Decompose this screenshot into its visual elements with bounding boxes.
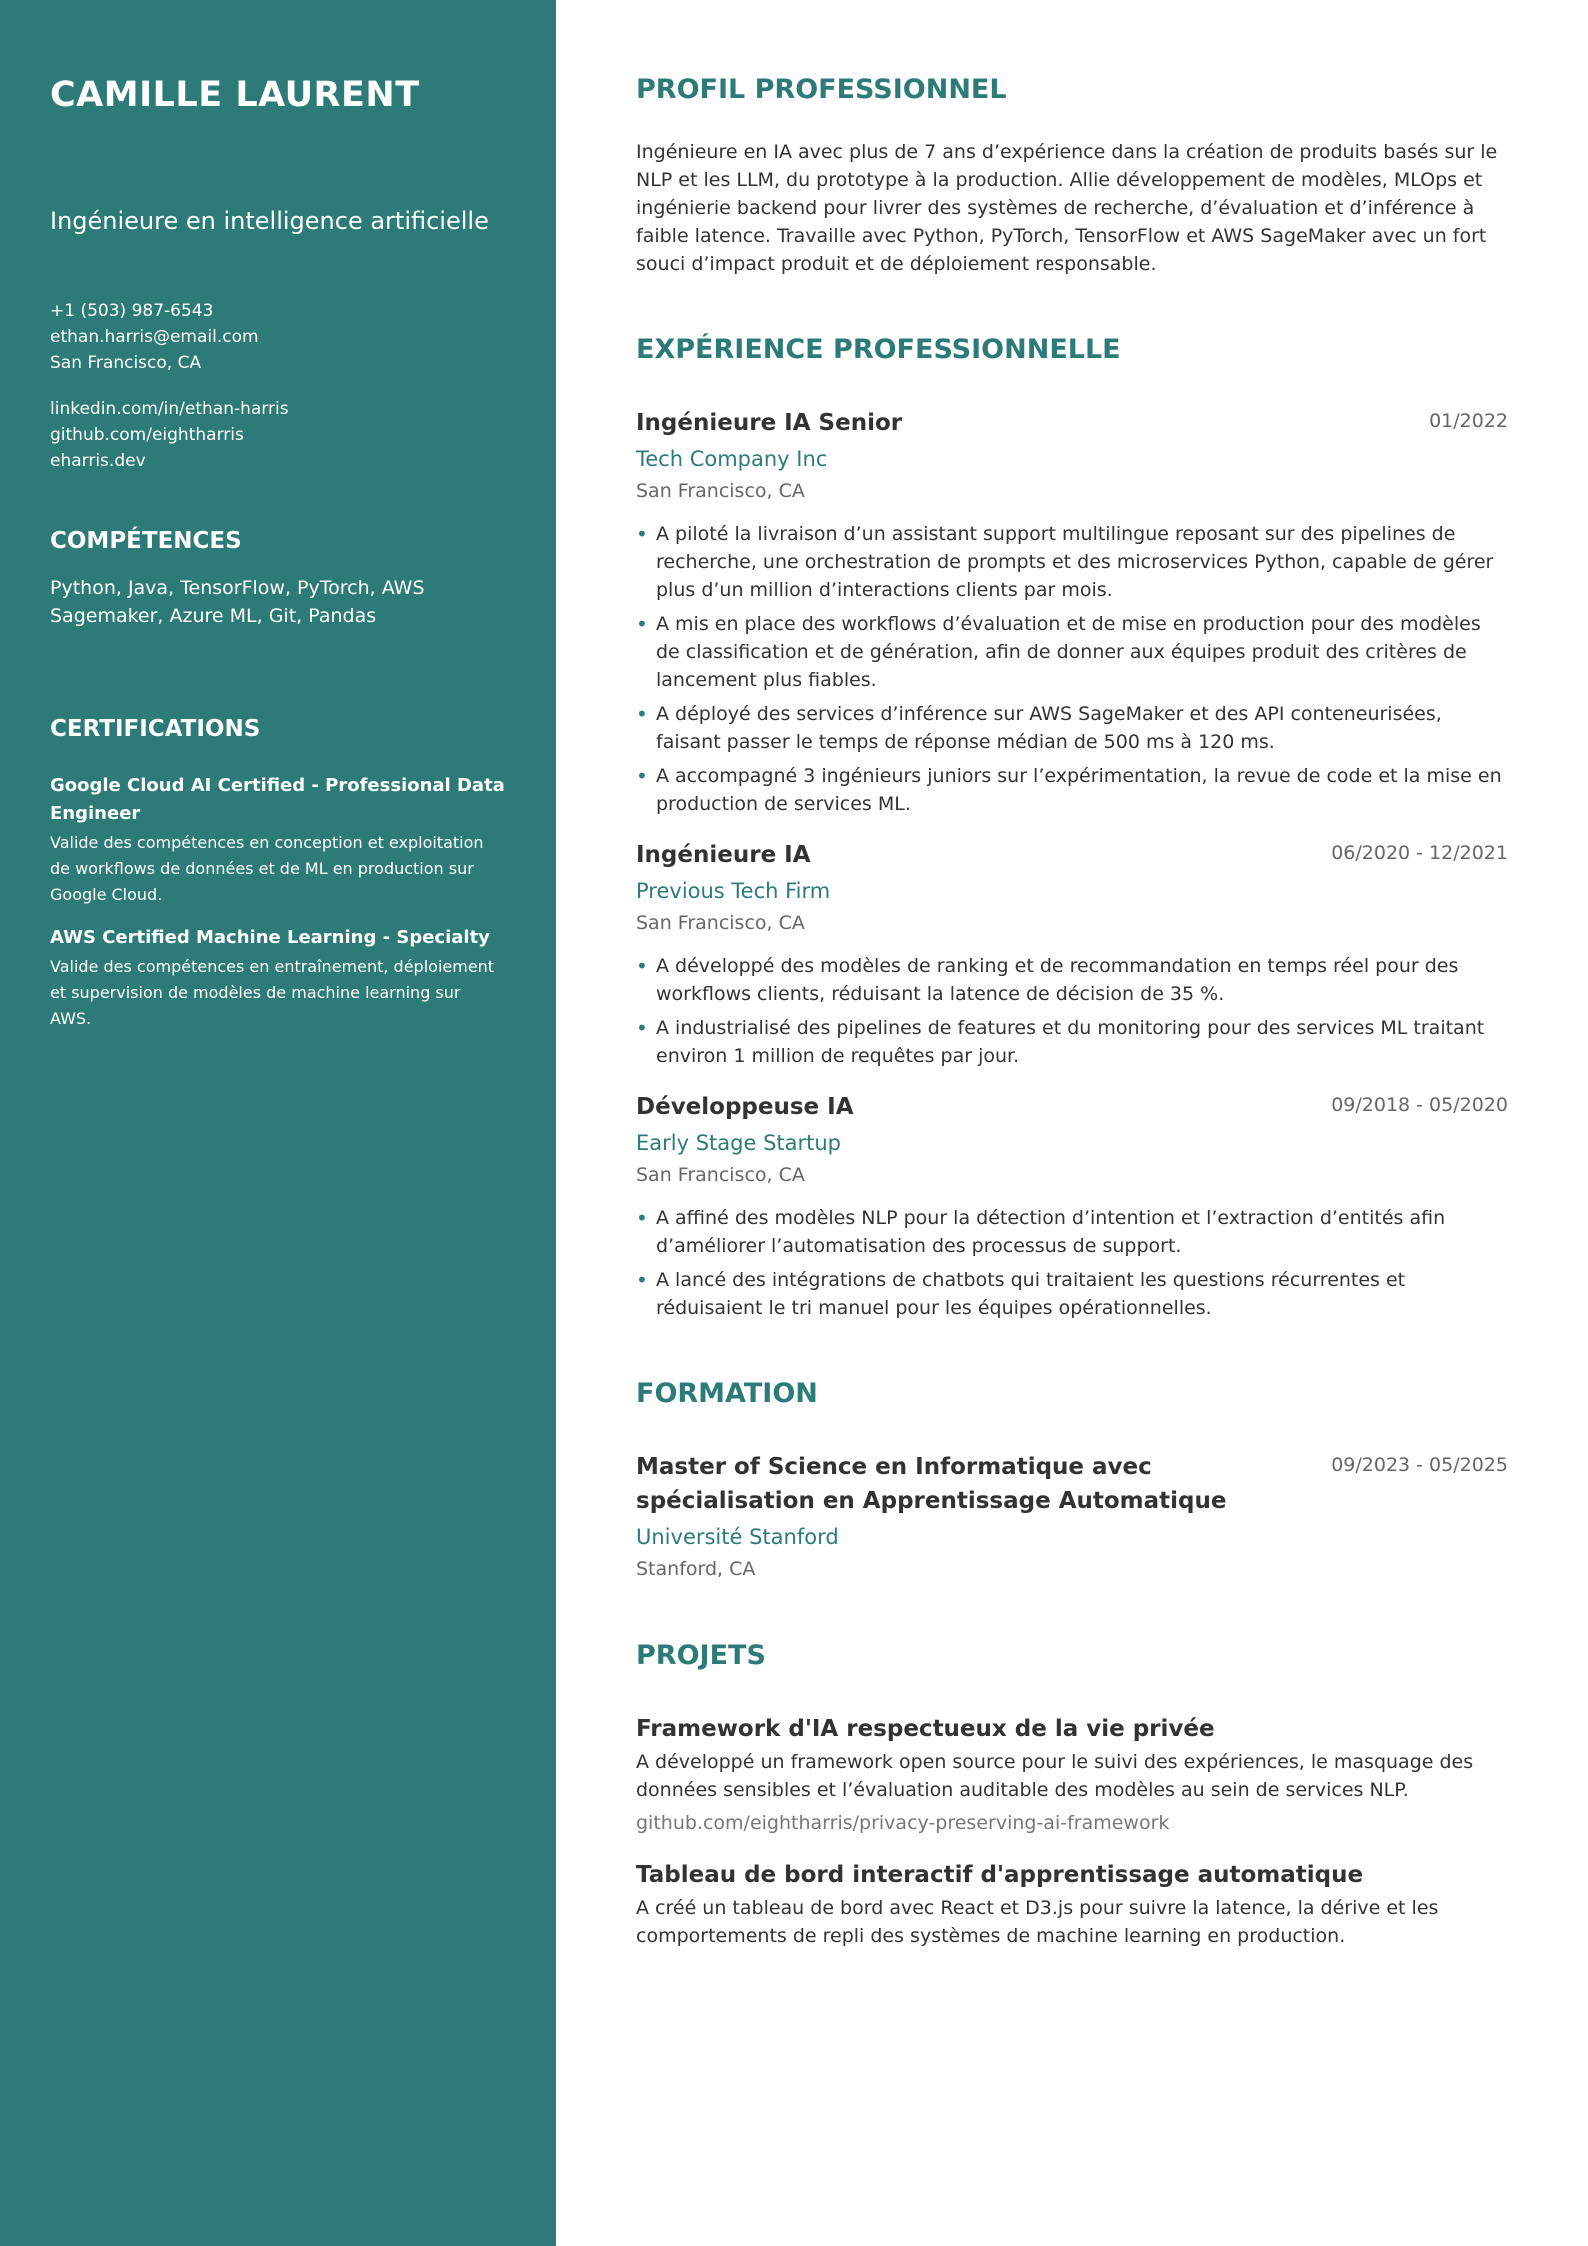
project-entry [636, 1712, 1508, 1838]
company-name: Tech Company Inc [636, 447, 828, 471]
main-content [636, 70, 1508, 1950]
experience-entry [636, 838, 1508, 1070]
certification-item [50, 772, 506, 908]
website-link[interactable]: eharris.dev [50, 451, 146, 471]
linkedin-link[interactable]: linkedin.com/in/ethan-harris [50, 399, 289, 419]
job-dates: 09/2018 - 05/2020 [1331, 1094, 1508, 1116]
achievement-item: • A accompagné 3 ingénieurs juniors sur l’expérimentation, la revue de code et la mise en production de services ML. [636, 764, 1502, 815]
achievement-item: • A piloté la livraison d’un assistant support multilingue reposant sur des pipelines de recherche, une orchestration de prompts et des microservices Python, capable de gérer plus d’un million d’interactions clients par mois. [636, 522, 1494, 601]
job-location: San Francisco, CA [636, 1164, 805, 1186]
bullet-icon: • [636, 764, 648, 788]
achievement-item: • A développé des modèles de ranking et de recommandation en temps réel pour des workflows clients, réduisant la latence de décision de 35 %. [636, 954, 1459, 1005]
profile-summary: Ingénieure en IA avec plus de 7 ans d’expérience dans la création de produits basés sur le NLP et les LLM, du prototype à la production. Allie développement de modèles, MLOps et ingénierie backend pour livrer des systèmes de recherche, d’évaluation et d’inférence à faible latence. Travaille avec Python, PyTorch, TensorFlow et AWS SageMaker avec un fort souci d’impact produit et de déploiement responsable. [636, 141, 1498, 275]
sidebar [0, 0, 556, 2246]
projects-section [636, 1636, 1508, 1950]
certification-item [50, 924, 506, 1032]
headline: Ingénieure en intelligence artificielle [50, 207, 489, 235]
job-title: Ingénieure IA Senior [636, 410, 903, 436]
achievement-list [636, 952, 1508, 1070]
projects-heading: PROJETS [636, 1640, 766, 1671]
job-dates: 06/2020 - 12/2021 [1331, 842, 1508, 864]
job-dates: 01/2022 [1429, 410, 1508, 432]
education-entry [636, 1450, 1508, 1584]
skills-heading: COMPÉTENCES [50, 528, 242, 554]
email[interactable]: ethan.harris@email.com [50, 327, 259, 347]
bullet-icon: • [636, 1268, 648, 1292]
bullet-icon: • [636, 1206, 648, 1230]
contact-block [50, 298, 506, 474]
github-link[interactable]: github.com/eightharris [50, 425, 244, 445]
candidate-name: CAMILLE LAURENT [50, 75, 420, 115]
experience-entry [636, 1090, 1508, 1322]
profile-section [636, 70, 1508, 278]
job-location: San Francisco, CA [636, 480, 805, 502]
bullet-icon: • [636, 954, 648, 978]
experience-section [636, 330, 1508, 1322]
bullet-icon: • [636, 702, 648, 726]
achievement-item: • A mis en place des workflows d’évaluation et de mise en production pour des modèles de classification et de génération, afin de donner aux équipes produit des critères de lancement plus fiables. [636, 612, 1481, 691]
company-name: Previous Tech Firm [636, 879, 831, 903]
project-description: A développé un framework open source pour le suivi des expériences, le masquage des données sensibles et l’évaluation auditable des modèles au sein de services NLP. [636, 1751, 1474, 1801]
certifications-heading: CERTIFICATIONS [50, 716, 261, 742]
profile-heading: PROFIL PROFESSIONNEL [636, 74, 1007, 105]
project-title: Framework d'IA respectueux de la vie privée [636, 1716, 1215, 1742]
achievement-list [636, 520, 1508, 818]
education-heading: FORMATION [636, 1378, 818, 1409]
company-name: Early Stage Startup [636, 1131, 842, 1155]
project-link[interactable]: github.com/eightharris/privacy-preserving-ai-framework [636, 1812, 1170, 1834]
project-entry [636, 1858, 1508, 1950]
achievement-item: • A lancé des intégrations de chatbots qui traitaient les questions récurrentes et réduisaient le tri manuel pour les équipes opérationnelles. [636, 1268, 1406, 1319]
certification-description: Valide des compétences en conception et exploitation de workflows de données et de ML en production sur Google Cloud. [50, 833, 484, 904]
project-title: Tableau de bord interactif d'apprentissage automatique [636, 1862, 1364, 1888]
school-name: Université Stanford [636, 1525, 839, 1549]
experience-heading: EXPÉRIENCE PROFESSIONNELLE [636, 334, 1121, 365]
achievement-item: • A déployé des services d’inférence sur AWS SageMaker et des API conteneurisées, faisant passer le temps de réponse médian de 500 ms à 120 ms. [636, 702, 1442, 753]
experience-entry [636, 406, 1508, 818]
certification-title: AWS Certified Machine Learning - Specialty [50, 927, 490, 948]
project-description: A créé un tableau de bord avec React et D3.js pour suivre la latence, la dérive et les comportements de repli des systèmes de machine learning en production. [636, 1897, 1439, 1947]
achievement-item: • A industrialisé des pipelines de features et du monitoring pour des services ML traitant environ 1 million de requêtes par jour. [636, 1016, 1485, 1067]
job-title: Développeuse IA [636, 1094, 854, 1120]
bullet-icon: • [636, 1016, 648, 1040]
bullet-icon: • [636, 522, 648, 546]
job-title: Ingénieure IA [636, 842, 811, 868]
achievement-list [636, 1204, 1508, 1322]
bullet-icon: • [636, 612, 648, 636]
certification-title: Google Cloud AI Certified - Professional Data Engineer [50, 775, 505, 824]
school-location: Stanford, CA [636, 1558, 756, 1580]
contact-links [50, 396, 506, 474]
degree-title: Master of Science en Informatique avec spécialisation en Apprentissage Automatique [636, 1454, 1227, 1514]
achievement-item: • A affiné des modèles NLP pour la détection d’intention et l’extraction d’entités afin d’améliorer l’automatisation des processus de support. [636, 1206, 1446, 1257]
education-section [636, 1374, 1508, 1584]
phone: +1 (503) 987-6543 [50, 301, 214, 321]
skills-list: Python, Java, TensorFlow, PyTorch, AWS Sagemaker, Azure ML, Git, Pandas [50, 577, 425, 627]
job-location: San Francisco, CA [636, 912, 805, 934]
education-dates: 09/2023 - 05/2025 [1331, 1454, 1508, 1476]
location: San Francisco, CA [50, 353, 202, 373]
certification-description: Valide des compétences en entraînement, déploiement et supervision de modèles de machine learning sur AWS. [50, 957, 495, 1028]
contact-basic [50, 298, 506, 376]
